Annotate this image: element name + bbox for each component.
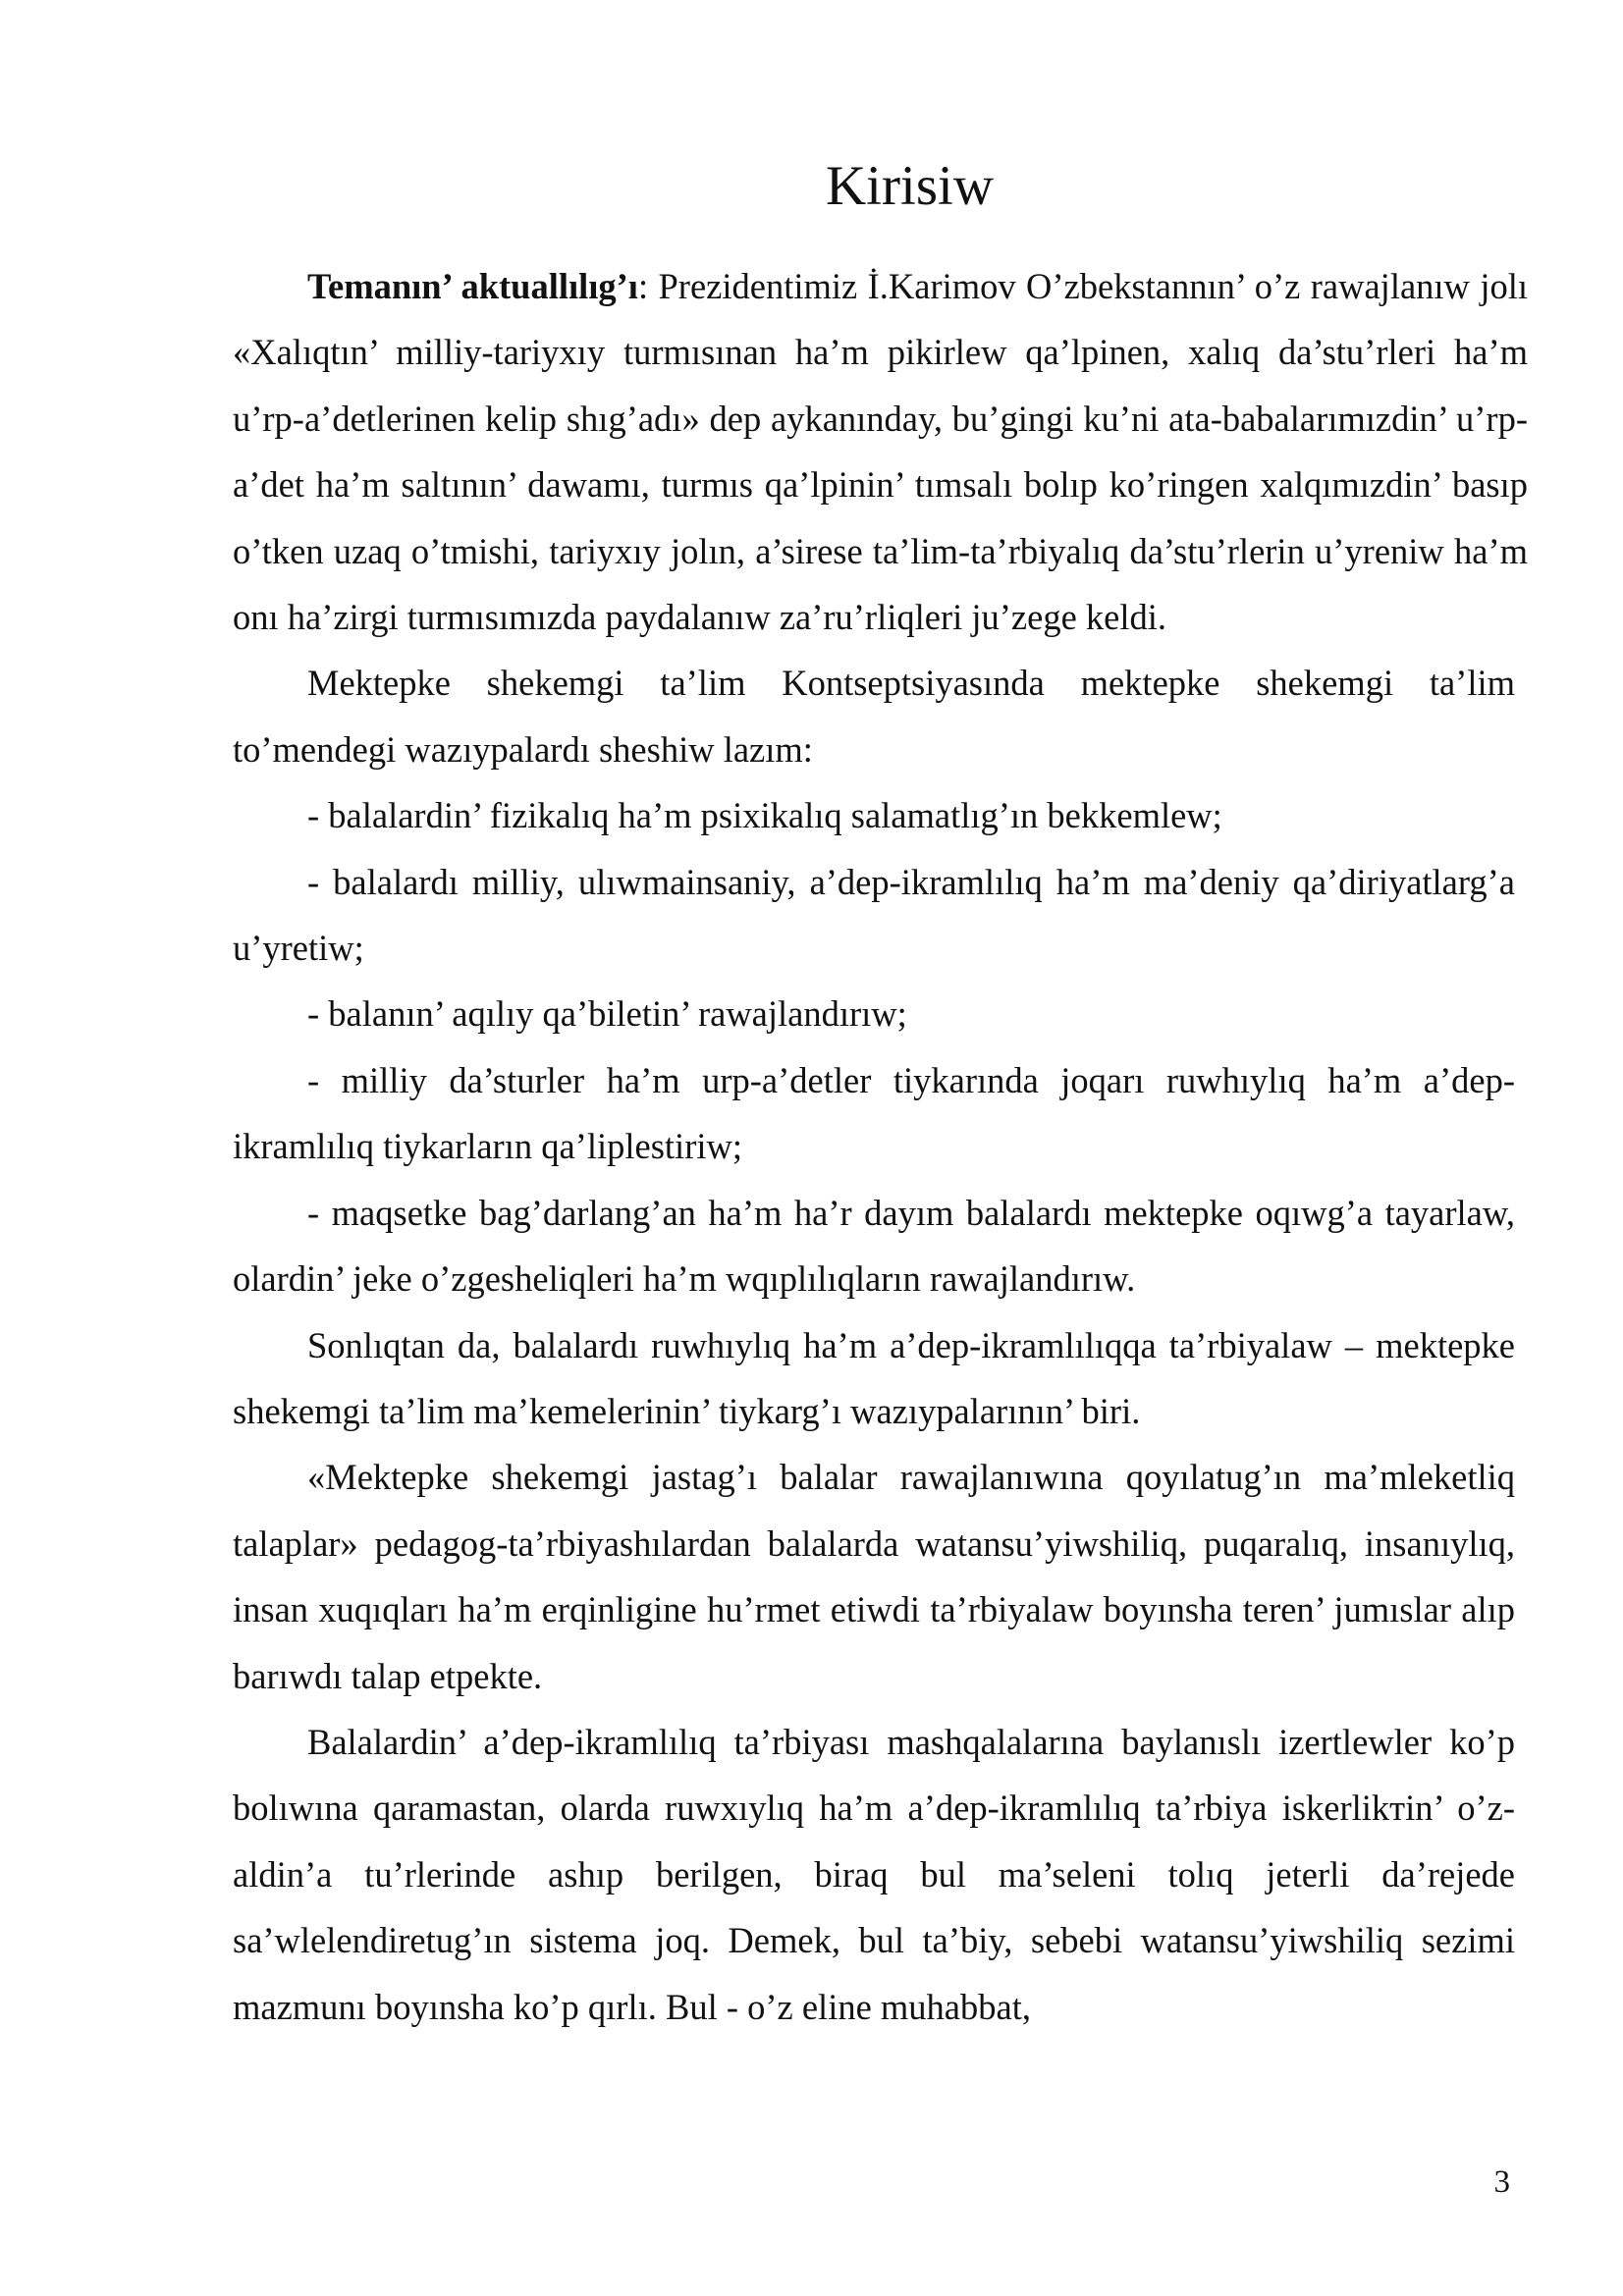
intro-lead: Temanın’ aktuallılıg’ı [307,266,638,306]
list-item: - balalardı milliy, ulıwmainsaniy, a’dep-ikramlılıq ha’m ma’deniy qa’diriyatlarg’a u’yretiw; [233,861,1515,969]
intro-paragraph [233,253,1528,650]
list-item: - milliy da’sturler ha’m urp-a’detler tiykarında joqarı ruwhıylıq ha’m a’dep-ikramlılıq tiykarların qa’liplestiriw; [233,1059,1515,1167]
paragraph: «Mektepke shekemgi jastag’ı balalar rawajlanıwına qoyılatug’ın ma’mleketliq talaplar» pedagog-ta’rbiyashılardan balalarda watansu’yiwshiliq, puqaralıq, insanıylıq, insan xuqıqları ha’m erqinligine hu’rmet etiwdi ta’rbiyalaw boyınsha teren’ jumıslar alıp barıwdı talap etpekte. [233,1457,1515,1696]
intro-text: : Prezidentimiz İ.Karimov O’zbekstannın’ o’z rawajlanıw jolı «Xalıqtın’ milliy-tariyxıy turmısınan ha’m pikirlew qa’lpinen, xalıq da’stu’rleri ha’m u’rp-a’detlerinen kelip shıg’adı» dep aykanınday, bu’gingi ku’ni ata-babalarımızdin’ u’rp-a’det ha’m saltının’ dawamı, turmıs qa’lpinin’ tımsalı bolıp ko’ringen xalqımızdin’ basıp o’tken uzaq o’tmishi, tariyxıy jolın, a’sirese ta’lim-ta’rbiyalıq da’stu’rlerin u’yreniw ha’m onı ha’zirgi turmısımızda paydalanıw za’ru’rliqleri ju’zege keldi. [233,266,1528,638]
list-item: - maqsetke bag’darlang’an ha’m ha’r dayım balalardı mektepke oqıwg’a tayarlaw, olardin’ jeke o’zgesheliqleri ha’m wqıplılıqların rawajlandırıw. [233,1192,1515,1300]
body-text [233,253,1528,2040]
paragraph: Sonlıqtan da, balalardı ruwhıylıq ha’m a’dep-ikramlılıqqa ta’rbiyalaw – mektepke shekemgi ta’lim ma’kemelerinin’ tiykarg’ı wazıypalarının’ biri. [233,1324,1515,1431]
paragraph: Balalardin’ a’dep-ikramlılıq ta’rbiyası mashqalalarına baylanıslı izertlewler ko’p bolıwına qaramastan, olarda ruwxıylıq ha’m a’dep-ikramlılıq ta’rbiya iskerlikтin’ o’z-aldin’a tu’rlerinde ashıp berilgen, biraq bul ma’seleni tolıq jeterli da’rejede sa’wlelendiretug’ın sistema joq. Demek, bul ta’biy, sebebi watansu’yiwshiliq sezimi mazmunı boyınsha ko’p qırlı. Bul - o’z eline muhabbat, [233,1721,1515,2027]
list-item: - balanın’ aqılıy qa’biletin’ rawajlandırıw; [307,993,907,1035]
page-number: 3 [1493,2164,1510,2200]
list-item: - balalardin’ fizikalıq ha’m psixikalıq salamatlıg’ın bekkemlew; [307,795,1222,836]
paragraph: Mektepke shekemgi ta’lim Kontseptsiyasında mektepke shekemgi ta’lim to’mendegi wazıypalardı sheshiw lazım: [233,663,1515,770]
page-title: Kirisiw [826,155,994,217]
